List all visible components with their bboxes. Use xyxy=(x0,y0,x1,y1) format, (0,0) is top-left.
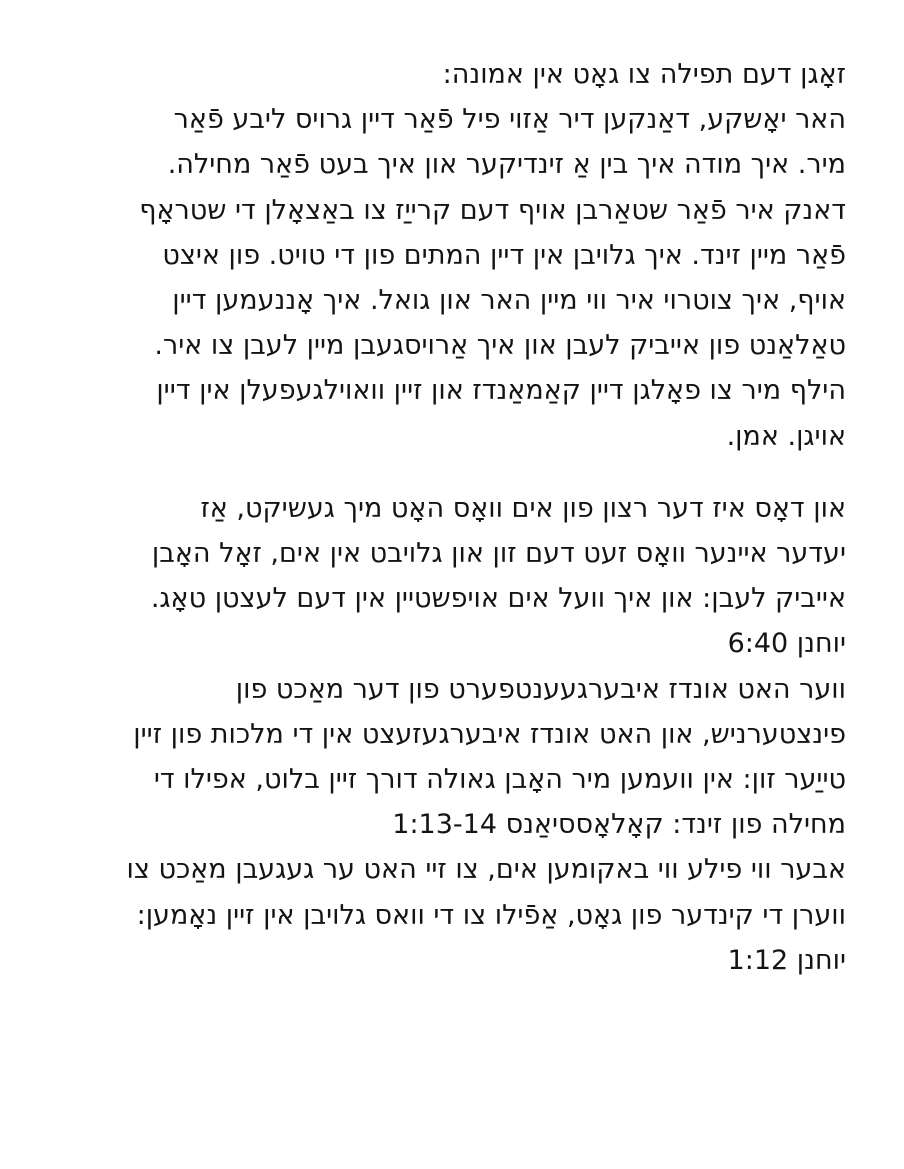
verse-line: מחילה פון זינד: קאָלאָססיאַנס 1:13-14 xyxy=(392,809,846,841)
prayer-paragraph xyxy=(64,52,846,459)
prayer-line: זאָגן דעם תפילה צו גאָט אין אמונה: xyxy=(442,59,846,90)
prayer-line: אויגן. אמן. xyxy=(726,420,846,452)
paragraph-spacer xyxy=(64,459,846,486)
prayer-line: האר יאָשקע, דאַנקען דיר אַזוי פיל פֿאַר דיין גרויס ליבע פֿאַר xyxy=(173,104,846,136)
prayer-line: הילף מיר צו פאָלגן דיין קאַמאַנדז און זיין וואוילגעפעלן אין דיין xyxy=(156,375,846,407)
prayer-line: מיר. איך מודה איך בין אַ זינדיקער און איך בעט פֿאַר מחילה. xyxy=(167,149,846,181)
prayer-line: דאנק איר פֿאַר שטאַרבן אויף דעם קרייַז צו באַצאָלן די שטראָף xyxy=(139,194,846,226)
verse-line: ווער האט אונדז איבערגעענטפערט פון דער מאַכט פון xyxy=(235,673,846,705)
verse-line: פינצטערניש, און האט אונדז איבערגעזעצט אין די מלכות פון זיין xyxy=(133,718,846,750)
verse-reference: יוחנן 6:40 xyxy=(727,628,846,660)
prayer-line: פֿאַר מיין זינד. איך גלויבן אין דיין המתים פון די טויט. פון איצט xyxy=(162,239,846,271)
verse-line: טייַער זון: אין וועמען מיר האָבן גאולה דורך זיין בלוט, אפילו די xyxy=(153,764,846,796)
prayer-line: אויף, איך צוטרוי איר ווי מיין האר און גואל. איך אָננעמען דיין xyxy=(172,285,846,317)
document-page xyxy=(64,52,846,983)
verses-paragraph xyxy=(64,486,846,983)
prayer-line: טאַלאַנט פון אייביק לעבן און איך אַרויסגעבן מיין לעבן צו איר. xyxy=(154,330,846,362)
verse-line: יעדער איינער וואָס זעט דעם זון און גלויבט אין אים, זאָל האָבן xyxy=(151,538,846,570)
verse-line: אייביק לעבן: און איך וועל אים אויפשטיין אין דעם לעצטן טאָג. xyxy=(150,583,846,615)
verse-line: ווערן די קינדער פון גאָט, אַפֿילו צו די וואס גלויבן אין זיין נאָמען: xyxy=(136,899,846,931)
verse-line: אבער ווי פילע ווי באקומען אים, צו זיי האט ער געגעבן מאַכט צו xyxy=(126,854,846,886)
verse-line: און דאָס איז דער רצון פון אים וואָס האָט מיך געשיקט, אַז xyxy=(200,492,846,524)
verse-reference: יוחנן 1:12 xyxy=(727,944,846,976)
